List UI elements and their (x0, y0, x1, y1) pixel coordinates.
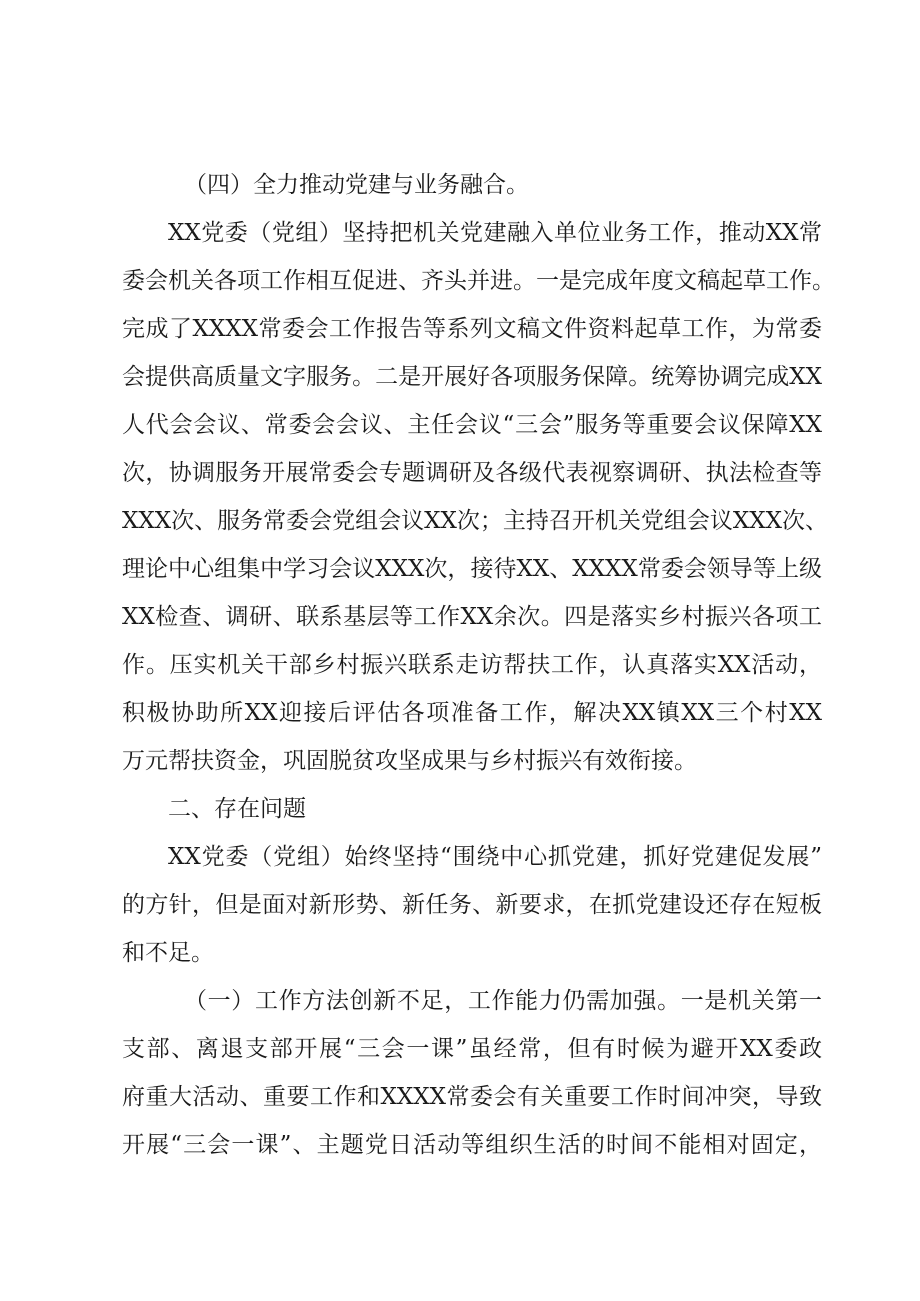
section-heading-2: 二、存在问题 (168, 796, 306, 822)
paragraph-line: 委会机关各项工作相互促进、齐头并进。一是完成年度文稿起草工作。 (122, 268, 835, 294)
paragraph-line: XX党委（党组）坚持把机关党建融入单位业务工作，推动XX常 (168, 220, 822, 246)
paragraph-line: 万元帮扶资金，巩固脱贫攻坚成果与乡村振兴有效衔接。 (122, 748, 697, 774)
section-heading-4: （四）全力推动党建与业务融合。 (184, 172, 529, 198)
paragraph-line: 次，协调服务开展常委会专题调研及各级代表视察调研、执法检查等 (122, 460, 822, 486)
paragraph-line: 和不足。 (122, 940, 214, 966)
paragraph-line: 支部、离退支部开展“三会一课”虽经常，但有时候为避开XX委政 (122, 1036, 822, 1062)
paragraph-line: 理论中心组集中学习会议XXX次，接待XX、XXXX常委会领导等上级 (122, 556, 822, 582)
paragraph-line: 完成了XXXX常委会工作报告等系列文稿文件资料起草工作，为常委 (122, 316, 822, 342)
paragraph-line: XXX次、服务常委会党组会议XX次；主持召开机关党组会议XXX次、 (122, 508, 828, 534)
paragraph-line: 作。压实机关干部乡村振兴联系走访帮扶工作，认真落实XX活动， (122, 652, 822, 678)
paragraph-line: 积极协助所XX迎接后评估各项准备工作，解决XX镇XX三个村XX (122, 700, 822, 726)
paragraph-line: 的方针，但是面对新形势、新任务、新要求，在抓党建设还存在短板 (122, 892, 822, 918)
paragraph-line: 人代会会议、常委会会议、主任会议“三会”服务等重要会议保障XX (122, 412, 822, 438)
paragraph-line: XX检查、调研、联系基层等工作XX余次。四是落实乡村振兴各项工 (122, 604, 822, 630)
paragraph-line: XX党委（党组）始终坚持“围绕中心抓党建，抓好党建促发展” (168, 844, 822, 870)
paragraph-line: 开展“三会一课”、主题党日活动等组织生活的时间不能相对固定， (122, 1132, 822, 1158)
paragraph-line: 府重大活动、重要工作和XXXX常委会有关重要工作时间冲突，导致 (122, 1084, 822, 1110)
subsection-heading-1: （一）工作方法创新不足，工作能力仍需加强。一是机关第一 (184, 988, 822, 1014)
paragraph-line: 会提供高质量文字服务。二是开展好各项服务保障。统筹协调完成XX (122, 364, 822, 390)
